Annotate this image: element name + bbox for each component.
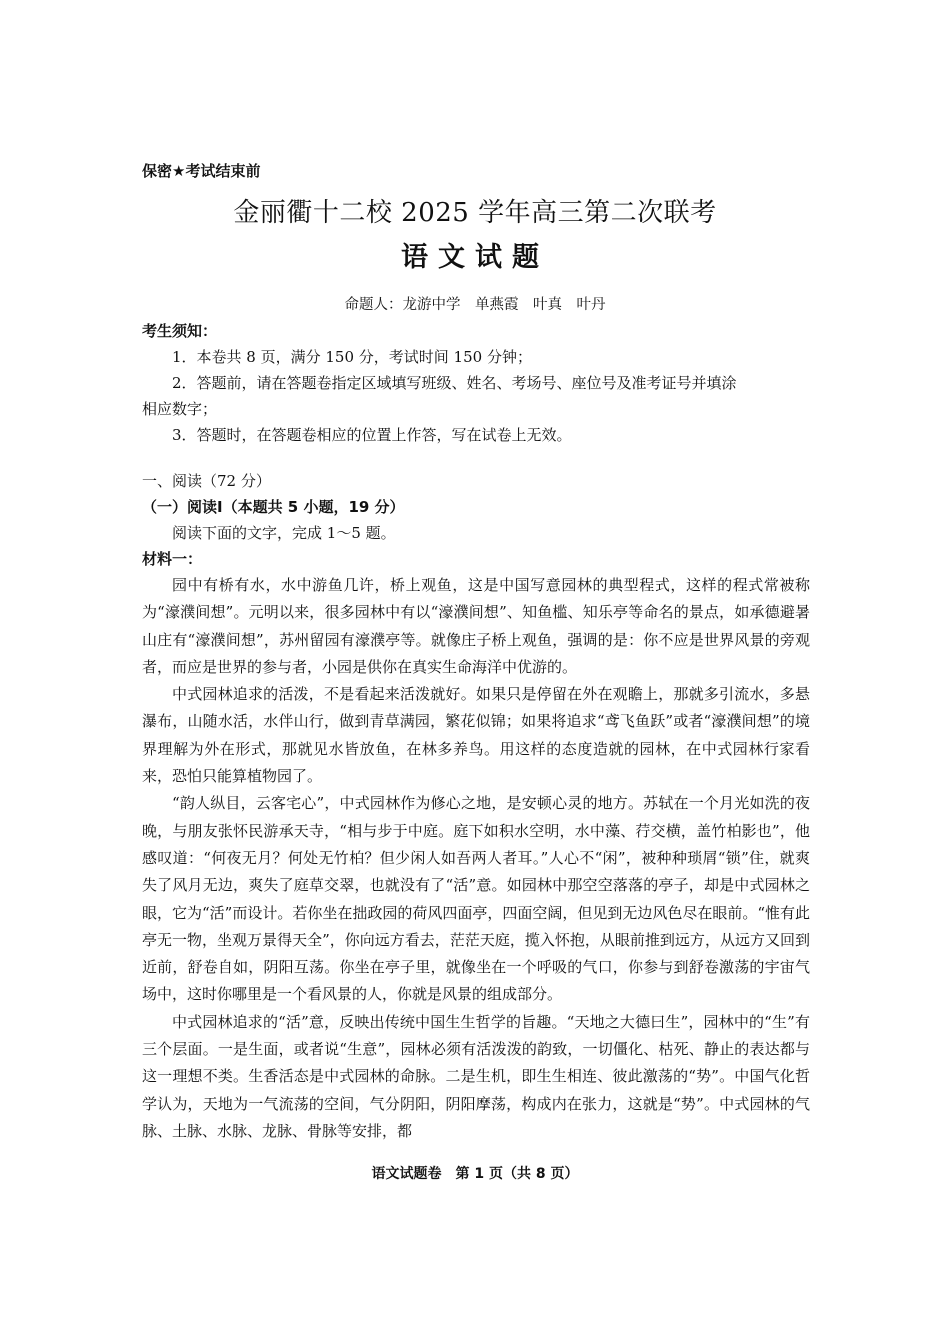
- paragraph-1: 园中有桥有水，水中游鱼几许，桥上观鱼，这是中国写意园林的典型程式，这样的程式常被称为“濠濮间想”。元明以来，很多园林中有以“濠濮间想”、知鱼槛、知乐亭等命名的景点，如承德避暑山庄有“濠濮间想”，苏州留园有濠濮亭等。就像庄子桥上观鱼，强调的是：你不应是世界风景的旁观者，而应是世界的参与者，小园是供你在真实生命海洋中优游的。: [142, 576, 810, 676]
- exam-title: 金丽衢十二校 2025 学年高三第二次联考: [233, 198, 717, 228]
- page-footer: 语文试题卷 第 1 页（共 8 页）: [371, 1166, 579, 1182]
- section-subtitle: （一）阅读Ⅰ（本题共 5 小题，19 分）: [142, 498, 405, 516]
- authors-line: 命题人：龙游中学 单燕霞 叶真 叶丹: [344, 297, 606, 313]
- paragraph-3: “韵人纵目，云客宅心”，中式园林作为修心之地，是安顿心灵的地方。苏轼在一个月光如洗的夜晚，与朋友张怀民游承天寺，“相与步于中庭。庭下如积水空明，水中藻、荇交横，盖竹柏影也”，他感叹道：“何夜无月？何处无竹柏？但少闲人如吾两人者耳。”人心不“闲”，被种种琐屑“锁”住，就爽失了风月无边，爽失了庭草交翠，也就没有了“活”意。如园林中那空空落落的亭子，却是中式园林之眼，它为“活”而设计。若你坐在拙政园的荷风四面亭，四面空阔，但见到无边风色尽在眼前。“惟有此亭无一物，坐观万景得天全”，你向远方看去，茫茫天庭，揽入怀抱，从眼前推到远方，从远方又回到近前，舒卷自如，阴阳互荡。你坐在亭子里，就像坐在一个呼吸的气口，你参与到舒卷激荡的宇宙气场中，这时你哪里是一个看风景的人，你就是风景的组成部分。: [142, 794, 811, 1004]
- section-title: 一、阅读（72 分）: [142, 472, 271, 490]
- reading-prompt: 阅读下面的文字，完成 1～5 题。: [172, 524, 396, 542]
- spacer: [142, 448, 810, 468]
- subject-title: 语文试题: [401, 242, 549, 273]
- instruction-item-2: 2．答题前，请在答题卷指定区域填写班级、姓名、考场号、座位号及准考证号并填涂: [172, 374, 737, 392]
- paragraph-4: 中式园林追求的“活”意，反映出传统中国生生哲学的旨趣。“天地之大德曰生”，园林中的“生”有三个层面。一是生面，或者说“生意”，园林必须有活泼泼的韵致，一切僵化、枯死、静止的表达都与这一理想不类。生香活态是中式园林的命脉。二是生机，即生生相连、彼此激荡的“势”。中国气化哲学认为，天地为一气流荡的空间，气分阴阳，阴阳摩荡，构成内在张力，这就是“势”。中式园林的气脉、土脉、水脉、龙脉、骨脉等安排，都: [142, 1012, 810, 1140]
- instruction-item-2-continued: 相应数字；: [142, 400, 218, 418]
- paragraph-2: 中式园林追求的活泼，不是看起来活泼就好。如果只是停留在外在观瞻上，那就多引流水，多悬瀑布，山随水活，水伴山行，做到青草满园，繁花似锦；如果将追求“鸢飞鱼跃”或者“濠濮间想”的境界理解为外在形式，那就见水皆放鱼，在林多养鸟。用这样的态度造就的园林，在中式园林行家看来，恐怕只能算植物园了。: [142, 685, 810, 786]
- instruction-item-3: 3．答题时，在答题卷相应的位置上作答，写在试卷上无效。: [172, 426, 572, 444]
- material-label: 材料一：: [142, 550, 203, 568]
- content-body: [142, 318, 810, 1145]
- confidential-label: 保密★考试结束前: [142, 162, 261, 180]
- instructions-heading: 考生须知：: [142, 322, 218, 340]
- instruction-item-1: 1．本卷共 8 页，满分 150 分，考试时间 150 分钟；: [172, 348, 532, 366]
